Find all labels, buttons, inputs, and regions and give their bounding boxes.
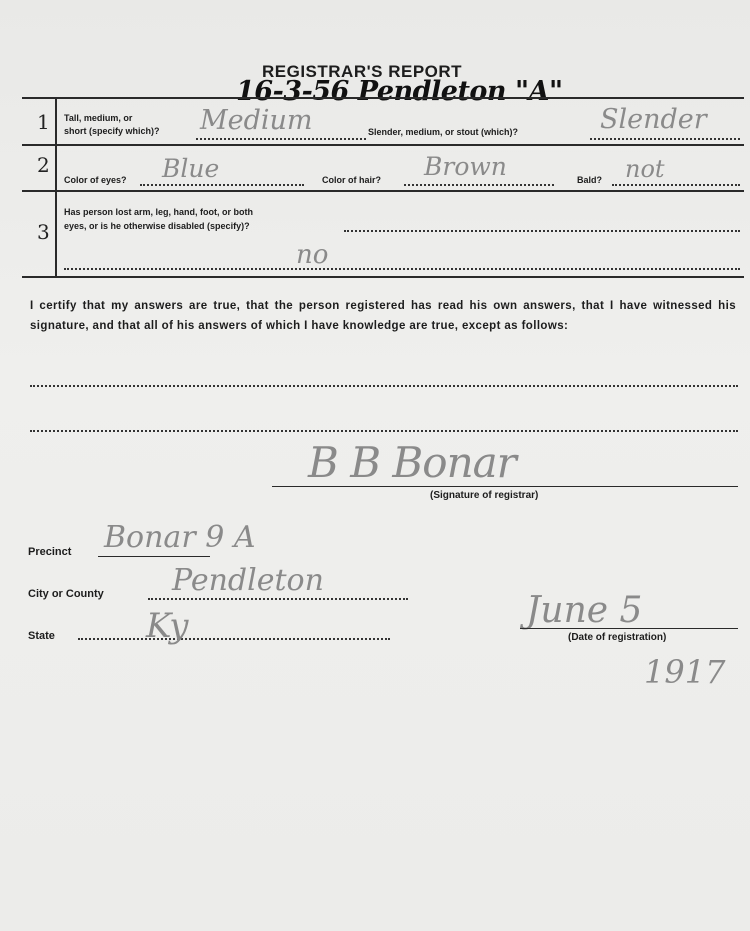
disability-label-b: eyes, or is he otherwise disabled (specify)? xyxy=(64,221,250,231)
disability-answer-line-1 xyxy=(344,230,740,232)
city-county-label: City or County xyxy=(28,588,104,600)
height-label-b: short (specify which)? xyxy=(64,126,160,136)
build-value: Slender xyxy=(600,104,707,135)
disability-value: no xyxy=(296,240,329,270)
certification-text: I certify that my answers are true, that the person registered has read his own answers, that I have witnessed his signature, and that all of his answers of which I have knowledge are true, except as follows: xyxy=(30,300,736,332)
city-county-value: Pendleton xyxy=(172,563,324,598)
exception-line-2 xyxy=(30,430,738,432)
date-caption: (Date of registration) xyxy=(568,632,667,643)
row-number-3: 3 xyxy=(37,220,50,244)
table-bottom-rule xyxy=(22,276,744,278)
hair-label: Color of hair? xyxy=(322,175,381,185)
number-column-divider xyxy=(55,97,57,277)
table-top-rule xyxy=(22,97,744,99)
disability-label-a: Has person lost arm, leg, hand, foot, or both xyxy=(64,207,254,217)
precinct-label: Precinct xyxy=(28,546,72,558)
state-label: State xyxy=(28,630,55,642)
height-value: Medium xyxy=(200,105,313,136)
signature-line xyxy=(272,486,738,487)
row2-divider xyxy=(22,190,744,192)
state-line xyxy=(78,638,390,640)
precinct-line xyxy=(98,556,210,557)
precinct-value: Bonar 9 A xyxy=(104,520,256,555)
row1-divider xyxy=(22,144,744,146)
registration-date-value: June 5 xyxy=(526,590,643,631)
date-line xyxy=(520,628,738,629)
signature-caption: (Signature of registrar) xyxy=(430,490,539,501)
disability-answer-line-2 xyxy=(64,268,740,270)
height-label-a: Tall, medium, or xyxy=(64,113,133,123)
report-title: REGISTRAR'S REPORT xyxy=(262,62,463,81)
height-answer-line xyxy=(196,138,366,140)
hair-answer-line xyxy=(404,184,554,186)
hair-value: Brown xyxy=(424,152,507,181)
bald-answer-line xyxy=(612,184,740,186)
file-stamp: 16-3-56 Pendleton "A" xyxy=(236,76,563,107)
city-county-line xyxy=(148,598,408,600)
state-value: Ky xyxy=(146,606,189,646)
bald-label: Bald? xyxy=(577,175,603,185)
row-number-2: 2 xyxy=(37,153,50,177)
build-label: Slender, medium, or stout (which)? xyxy=(368,127,519,137)
eyes-answer-line xyxy=(140,184,304,186)
eyes-label: Color of eyes? xyxy=(64,175,127,185)
registration-year-value: 1917 xyxy=(644,653,726,691)
registrar-signature: B B Bonar xyxy=(308,438,516,487)
bald-value: not xyxy=(625,155,665,183)
exception-line-1 xyxy=(30,385,738,387)
build-answer-line xyxy=(590,138,740,140)
eyes-value: Blue xyxy=(162,154,220,183)
row-number-1: 1 xyxy=(37,110,50,134)
